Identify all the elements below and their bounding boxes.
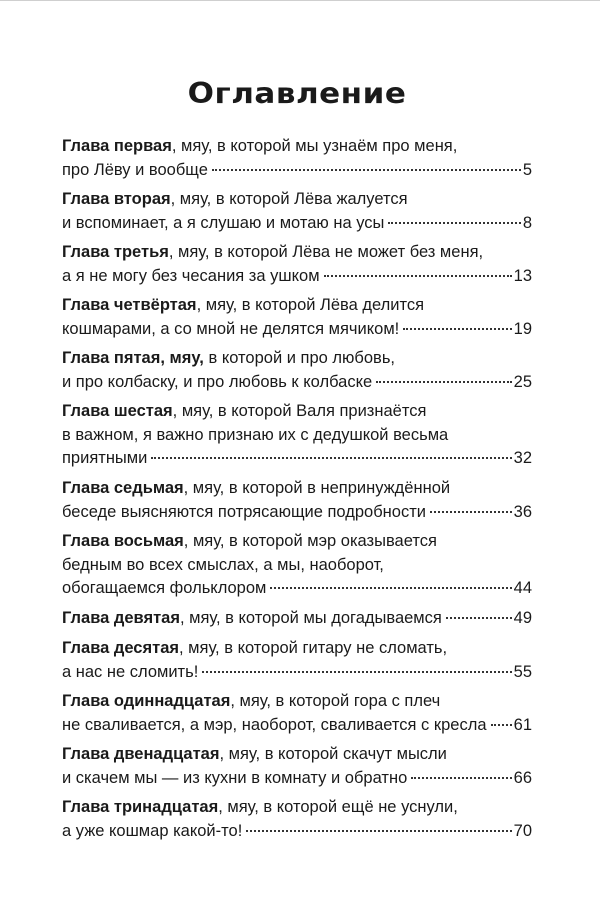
toc-entry-6	[62, 400, 532, 471]
toc-entry-10	[62, 637, 532, 684]
entry-text: и про колбаску, и про любовь к колбаске	[62, 372, 373, 391]
dot-leader	[324, 275, 512, 277]
chapter-title: Глава вторая	[62, 190, 171, 208]
toc-entry-13	[62, 796, 532, 843]
page-number[interactable]: 66	[513, 768, 532, 787]
toc-entry-11	[62, 690, 532, 737]
chapter-title: Глава тринадцатая	[62, 798, 219, 816]
toc-entry-12	[62, 743, 532, 790]
chapter-title: Глава девятая	[62, 609, 180, 627]
toc-entry-8	[62, 530, 532, 601]
dot-leader	[491, 724, 512, 726]
chapter-title: Глава шестая	[62, 402, 173, 420]
entry-text: про Лёву и вообще	[62, 160, 208, 179]
chapter-title: Глава восьмая	[62, 532, 184, 550]
entry-text: , мяу, в которой скачут мысли	[219, 745, 447, 763]
chapter-title: Глава пятая, мяу,	[62, 349, 204, 367]
dot-leader	[202, 671, 511, 673]
entry-text: а нас не сломить!	[62, 662, 199, 681]
page-number[interactable]: 61	[513, 715, 532, 734]
entry-text: , мяу, в которой мэр оказывается	[183, 532, 437, 550]
chapter-title: Глава седьмая	[62, 479, 184, 497]
entry-text: , мяу, в которой гитару не сломать,	[179, 639, 448, 657]
page-top-edge	[0, 0, 600, 5]
page-number[interactable]: 13	[513, 266, 532, 285]
dot-leader	[446, 617, 512, 619]
page-number[interactable]: 36	[513, 502, 532, 521]
entry-text: , мяу, в которой Лёва жалуется	[170, 190, 408, 208]
toc-entry-4	[62, 294, 532, 341]
page-number[interactable]: 70	[513, 821, 532, 840]
entry-text: , мяу, в которой в непринуждённой	[183, 479, 451, 497]
toc-entry-1	[62, 135, 532, 182]
entry-text: , мяу, в которой мы догадываемся	[179, 609, 442, 627]
entry-text: , мяу, в которой мы узнаём про меня,	[171, 137, 458, 155]
entry-text: и вспоминает, а я слушаю и мотаю на усы	[62, 213, 385, 232]
entry-text: и скачем мы — из кухни в комнату и обратно	[62, 768, 408, 787]
chapter-title: Глава четвёртая	[62, 296, 197, 314]
page-number[interactable]: 55	[513, 662, 532, 681]
toc-entry-9	[62, 607, 532, 631]
chapter-title: Глава первая	[62, 137, 172, 155]
page-number[interactable]: 8	[522, 213, 532, 232]
dot-leader	[151, 457, 511, 459]
entry-text: приятными	[62, 449, 148, 467]
entry-text: обогащаемся фольклором	[62, 579, 267, 597]
page-number[interactable]: 44	[513, 579, 532, 597]
page-number[interactable]: 32	[513, 449, 532, 467]
entry-text: а я не могу без чесания за ушком	[62, 266, 320, 285]
entry-text: , мяу, в которой ещё не уснули,	[218, 798, 458, 816]
entry-text: в которой и про любовь,	[203, 349, 395, 367]
dot-leader	[388, 222, 520, 224]
chapter-title: Глава десятая	[62, 639, 179, 657]
chapter-title: Глава двенадцатая	[62, 745, 220, 763]
entry-text: , мяу, в которой Лёва делится	[196, 296, 425, 314]
entry-text: в важном, я важно признаю их с дедушкой весьма	[62, 425, 449, 444]
toc-entry-2	[62, 188, 532, 235]
entry-text: , мяу, в которой Лёва не может без меня,	[168, 243, 484, 261]
dot-leader	[212, 169, 521, 171]
page-number[interactable]: 25	[513, 372, 532, 391]
entry-text: бедным во всех смыслах, а мы, наоборот,	[62, 555, 384, 574]
entry-text: , мяу, в которой гора с плеч	[230, 692, 441, 710]
chapter-title: Глава третья	[62, 243, 169, 261]
toc-entry-7	[62, 477, 532, 524]
dot-leader	[270, 587, 511, 589]
chapter-title: Глава одиннадцатая	[62, 692, 231, 710]
toc-entry-5	[62, 347, 532, 394]
entry-text: не сваливается, а мэр, наоборот, сваливается с кресла	[62, 715, 487, 734]
entry-text: беседе выясняются потрясающие подробности	[62, 502, 426, 521]
entry-text: а уже кошмар какой-то!	[62, 821, 243, 840]
page-number[interactable]: 19	[513, 319, 532, 338]
dot-leader	[246, 830, 511, 832]
toc-entry-3	[62, 241, 532, 288]
dot-leader	[376, 381, 511, 383]
dot-leader	[411, 777, 511, 779]
dot-leader	[403, 328, 511, 330]
dot-leader	[430, 511, 512, 513]
page-number[interactable]: 49	[513, 609, 532, 627]
entry-text: кошмарами, а со мной не делятся мячиком!	[62, 319, 400, 338]
page-title: Оглавление	[187, 77, 407, 111]
entry-text: , мяу, в которой Валя признаётся	[172, 402, 427, 420]
page-number[interactable]: 5	[522, 160, 532, 179]
